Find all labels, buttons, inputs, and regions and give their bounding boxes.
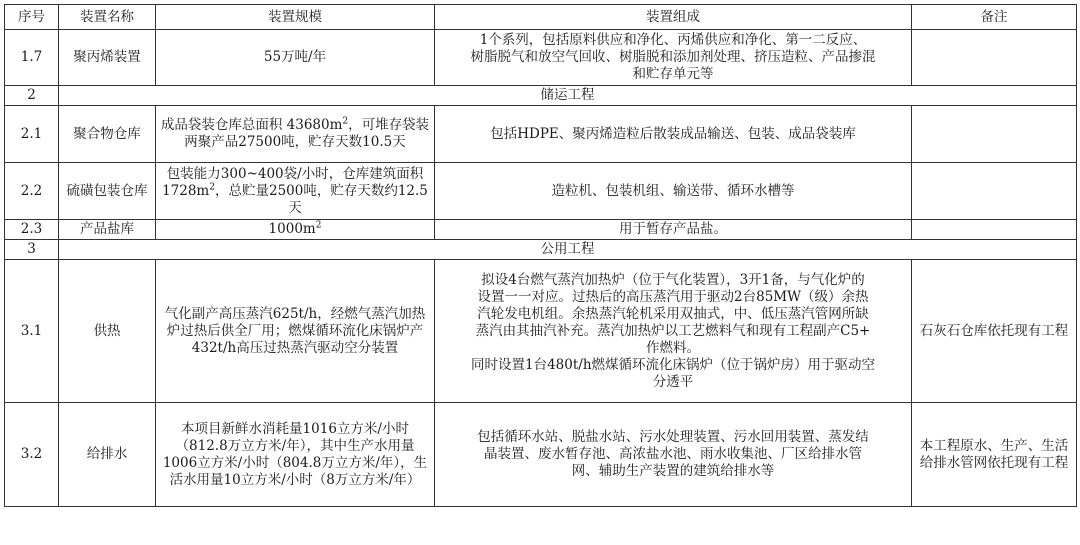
row-scale: $1000m^2$ bbox=[156, 220, 435, 240]
row-remark bbox=[912, 220, 1077, 240]
row-seq: 3.2 bbox=[5, 403, 59, 507]
composition-line: 设置一一对应。过热后的高压蒸汽用于驱动2台85MW（级）余热 bbox=[477, 288, 869, 305]
header-composition: 装置组成 bbox=[435, 5, 912, 30]
composition-line: 蒸汽由其抽汽补充。蒸汽加热炉以工艺燃料气和现有工程副产C5+ bbox=[475, 322, 871, 339]
row-composition bbox=[435, 403, 912, 507]
section-title: 公用工程 bbox=[59, 240, 1077, 260]
row-seq: 2.2 bbox=[5, 163, 59, 220]
header-name: 装置名称 bbox=[59, 5, 156, 30]
composition-line: 作燃料。 bbox=[646, 339, 700, 356]
header-remark: 备注 bbox=[912, 5, 1077, 30]
row-seq: 1.7 bbox=[5, 30, 59, 86]
row-composition: 造粒机、包装机组、输送带、循环水槽等 bbox=[435, 163, 912, 220]
table-row bbox=[5, 163, 1077, 220]
composition-line: 同时设置1台480t/h燃煤循环流化床锅炉（位于锅炉房）用于驱动空 bbox=[470, 356, 876, 373]
header-seq: 序号 bbox=[5, 5, 59, 30]
row-name: 硫磺包装仓库 bbox=[59, 163, 156, 220]
row-seq: 3.1 bbox=[5, 260, 59, 403]
table-row bbox=[5, 106, 1077, 163]
row-name: 聚丙烯装置 bbox=[59, 30, 156, 86]
row-name: 聚合物仓库 bbox=[59, 106, 156, 163]
composition-line: 晶装置、废水暂存池、高浓盐水池、雨水收集池、厂区给排水管 bbox=[484, 446, 862, 462]
table-row bbox=[5, 260, 1077, 403]
row-scale: 本项目新鲜水消耗量1016立方米/小时（812.8万立方米/年），其中生产水用量1006立方米/小时（804.8万立方米/年），生活水用量10立方米/小时（8万立方米/年） bbox=[156, 403, 435, 507]
row-scale: 55万吨/年 bbox=[156, 30, 435, 86]
composition-line: 树脂脱气和放空气回收、树脂脱和添加剂处理、挤压造粒、产品掺混 bbox=[470, 49, 876, 65]
row-composition bbox=[435, 30, 912, 86]
section-seq: 3 bbox=[5, 240, 59, 260]
row-seq: 2.1 bbox=[5, 106, 59, 163]
composition-line: 1个系列，包括原料供应和净化、丙烯供应和净化、第一二反应、 bbox=[479, 32, 867, 48]
row-name: 产品盐库 bbox=[59, 220, 156, 240]
section-row bbox=[5, 240, 1077, 260]
composition-line: 包括循环水站、脱盐水站、污水处理装置、污水回用装置、蒸发结 bbox=[477, 429, 869, 445]
row-remark: 石灰石仓库依托现有工程 bbox=[912, 260, 1077, 403]
composition-line: 网、辅助生产装置的建筑给排水等 bbox=[571, 463, 775, 479]
composition-line: 拟设4台燃气蒸汽加热炉（位于气化装置），3开1备，与气化炉的 bbox=[481, 271, 865, 288]
row-scale: 包装能力300~400袋/小时，仓库建筑面积$1728m^2$，总贮量2500吨，贮存天数约12.5天 bbox=[156, 163, 435, 220]
row-name: 供热 bbox=[59, 260, 156, 403]
section-title: 储运工程 bbox=[59, 86, 1077, 106]
composition-line: 和贮存单元等 bbox=[632, 66, 714, 82]
row-remark: 本工程原水、生产、生活给排水管网依托现有工程 bbox=[912, 403, 1077, 507]
header-scale: 装置规模 bbox=[156, 5, 435, 30]
table-row bbox=[5, 30, 1077, 86]
section-seq: 2 bbox=[5, 86, 59, 106]
section-row bbox=[5, 86, 1077, 106]
row-remark bbox=[912, 163, 1077, 220]
row-composition bbox=[435, 260, 912, 403]
row-remark bbox=[912, 106, 1077, 163]
row-name: 给排水 bbox=[59, 403, 156, 507]
table-row bbox=[5, 403, 1077, 507]
row-scale: 气化副产高压蒸汽625t/h，经燃气蒸汽加热炉过热后供全厂用；燃煤循环流化床锅炉产432t/h高压过热蒸汽驱动空分装置 bbox=[156, 260, 435, 403]
composition-line: 汽轮发电机组。余热蒸汽轮机采用双抽式，中、低压蒸汽管网所缺 bbox=[477, 305, 869, 322]
table-row bbox=[5, 220, 1077, 240]
row-composition: 用于暂存产品盐。 bbox=[435, 220, 912, 240]
row-seq: 2.3 bbox=[5, 220, 59, 240]
row-remark bbox=[912, 30, 1077, 86]
device-table bbox=[4, 4, 1077, 507]
header-row bbox=[5, 5, 1077, 30]
row-scale: 成品袋装仓库总面积 $43680m^2$，可堆存袋装两聚产品27500吨，贮存天数10.5天 bbox=[156, 106, 435, 163]
row-composition: 包括HDPE、聚丙烯造粒后散装成品输送、包装、成品袋装库 bbox=[435, 106, 912, 163]
composition-line: 分透平 bbox=[652, 373, 694, 390]
